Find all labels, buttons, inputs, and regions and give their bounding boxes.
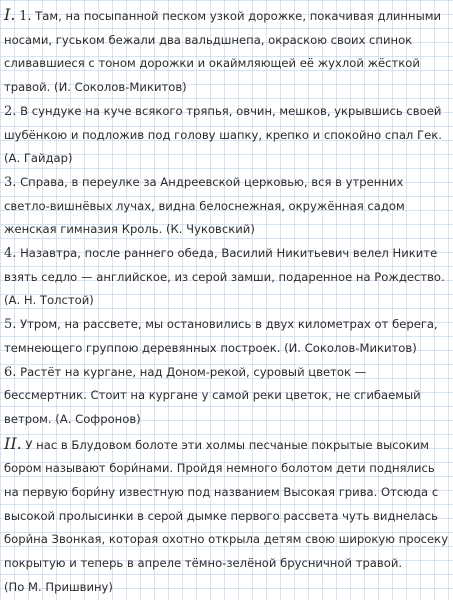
- item-text-3: Справа, в переулке за Андреевской церковью, вся в утренних светло-вишнёвых лучах, видна белоснежная, окружённая садом женская гимназия Кроль. (К. Чуковский): [4, 174, 405, 237]
- section-2-text: У нас в Блудовом болоте эти холмы песчаные покрытые высоким бором называют бори́нами. Пройдя немного болотом дети поднялись на первую бори́ну известную под названием Высокая грива. Отсюда с высокой пролысинки в серой дымке первого рассвета чуть виднелась бори́на Звонкая, которая охотно открыла детям свою широкую просеку покрытую и теперь в апреле тёмно-зелёной брусничной травой.: [4, 437, 449, 571]
- item-number-1: 1.: [19, 9, 32, 24]
- sentence-2: [4, 100, 450, 171]
- sentence-6: [4, 361, 450, 432]
- section-2-paragraph: [4, 432, 450, 576]
- sentence-1: [4, 3, 450, 100]
- item-number-6: 6.: [4, 364, 17, 380]
- item-text-4: Назавтра, после раннего обеда, Василий Никитьевич велел Никите взять седло — английское, из серой замши, подаренное на Рождество. (А. Н. Толстой): [4, 246, 445, 308]
- item-text-2: В сундуке на куче всякого тряпья, овчин, мешков, укрывшись своей шубёнкою и подложив под голову шапку, крепко и спокойно спал Гек. (А. Гайдар): [4, 103, 442, 166]
- item-number-3: 3.: [4, 174, 17, 190]
- sentence-5: [4, 313, 450, 360]
- item-text-1: Там, на посыпанной песком узкой дорожке, покачивая длинными носами, гуськом бежали два вальдшнепа, окраскою своих спинок сливавшиеся с тоном дорожки и окаймляющей её жухлой жёсткой травой. (И. Соколов-Микитов): [4, 9, 442, 95]
- item-number-2: 2.: [4, 103, 17, 119]
- document-page: [4, 3, 450, 600]
- sentence-3: [4, 171, 450, 242]
- section-numeral-1: I.: [4, 5, 16, 24]
- section-numeral-2: II.: [4, 433, 22, 453]
- item-text-6: Растёт на кургане, над Доном-рекой, суровый цветок — бессмертник. Стоит на кургане у самой реки цветок, не сгибаемый ветром. (А. Софронов): [4, 364, 421, 426]
- source-attribution: (По М. Пришвину): [4, 579, 113, 594]
- item-text-5: Утром, на рассвете, мы остановились в двух километрах от берега, темнеющего группою деревянных построек. (И. Соколов-Микитов): [4, 317, 438, 355]
- item-number-4: 4.: [4, 246, 17, 262]
- sentence-4: [4, 242, 450, 313]
- item-number-5: 5.: [4, 317, 17, 333]
